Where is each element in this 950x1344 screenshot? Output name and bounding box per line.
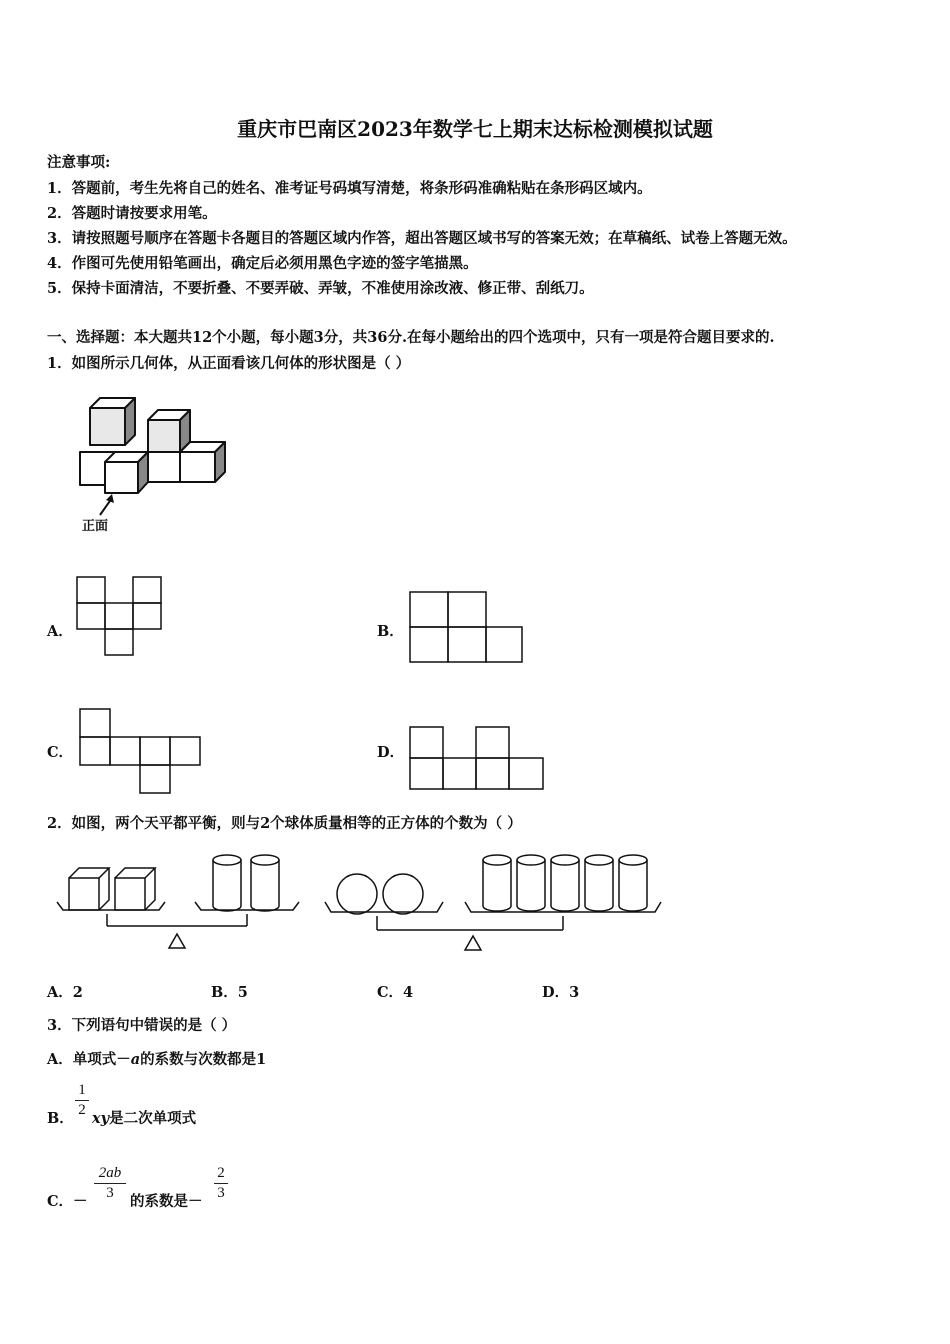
note-item-3: 3．请按照题号顺序在答题卡各题目的答题区域内作答，超出答题区域书写的答案无效；在草稿纸、试卷上答题无效。 (47, 230, 797, 247)
q1-solid-figure (70, 390, 240, 510)
q3-b-var: xy (92, 1110, 110, 1127)
q3-c-num2: 2 (217, 1165, 225, 1181)
q3-b-suffix: 是二次单项式 (109, 1110, 197, 1127)
q1-option-a-label: A． (47, 623, 73, 640)
q2-option-d: D．3 (542, 984, 580, 1001)
front-label: 正面 (82, 519, 109, 534)
q3-c-bar2 (214, 1183, 228, 1184)
q3-c-fraction2 (214, 1165, 228, 1202)
note-item-4: 4．作图可先使用铅笔画出，确定后必须用黑色字迹的签字笔描黑。 (47, 255, 478, 272)
q3-b-text (92, 1107, 196, 1128)
q3-c-label: C．－ (47, 1193, 88, 1210)
q3-b-label: B． (47, 1110, 74, 1127)
q1-stem: 1．如图所示几何体，从正面看该几何体的形状图是（ ） (47, 355, 411, 372)
page-title: 重庆市巴南区2023年数学七上期末达标检测模拟试题 (237, 117, 713, 141)
q3-option-a (47, 1048, 266, 1069)
q1-option-b-figure (408, 590, 526, 664)
q3-b-den: 2 (78, 1102, 86, 1118)
q3-b-num: 1 (78, 1082, 86, 1098)
q3-c-den: 3 (106, 1185, 114, 1201)
q3-c-fraction (94, 1165, 126, 1202)
q1-option-c-label: C． (47, 744, 74, 761)
q1-option-a-figure (75, 575, 165, 657)
section-heading: 一、选择题：本大题共12个小题，每小题3分，共36分.在每小题给出的四个选项中，只有一项是符合题目要求的. (47, 329, 775, 346)
q2-option-b: B．5 (211, 984, 248, 1001)
q2-balance-cubes-cylinders (55, 850, 305, 952)
q3-a-suffix: 的系数与次数都是1 (140, 1051, 267, 1068)
notes-heading: 注意事项: (47, 154, 111, 171)
q3-a-var: a (130, 1051, 141, 1068)
q3-b-bar (75, 1100, 89, 1101)
q3-a-prefix: A．单项式－ (47, 1051, 131, 1068)
q1-option-d-figure (408, 725, 548, 793)
q2-option-a: A．2 (47, 984, 83, 1001)
q1-option-b-label: B． (377, 623, 404, 640)
q2-stem: 2．如图，两个天平都平衡，则与2个球体质量相等的正方体的个数为（ ） (47, 815, 522, 832)
note-item-5: 5．保持卡面清洁，不要折叠、不要弄破、弄皱，不准使用涂改液、修正带、刮纸刀。 (47, 280, 594, 297)
q1-option-d-label: D． (377, 744, 405, 761)
note-item-1: 1．答题前，考生先将自己的姓名、准考证号码填写清楚，将条形码准确粘贴在条形码区域内。 (47, 180, 652, 197)
q3-c-den2: 3 (217, 1185, 225, 1201)
q2-balance-balls-cylinders (323, 850, 668, 952)
q3-c-mid: 的系数是－ (130, 1193, 203, 1210)
q1-option-c-figure (78, 707, 204, 795)
q2-option-c: C．4 (377, 984, 414, 1001)
note-item-2: 2．答题时请按要求用笔。 (47, 205, 217, 222)
q3-c-num: 2ab (98, 1165, 122, 1181)
q3-c-bar (94, 1183, 126, 1184)
q3-stem: 3．下列语句中错误的是（ ） (47, 1017, 237, 1034)
q3-b-fraction (75, 1082, 89, 1119)
